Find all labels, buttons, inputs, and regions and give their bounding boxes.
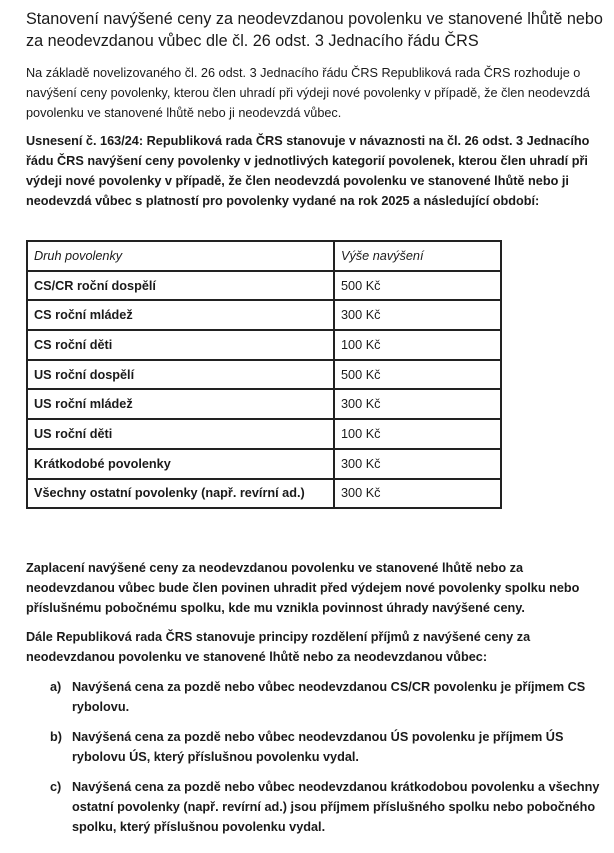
list-item-letter: c) [50,780,62,794]
amount-cell: 500 Kč [334,360,501,390]
list-item [26,777,606,837]
permit-type-cell: CS roční děti [27,330,334,360]
intro-paragraph: Na základě novelizovaného čl. 26 odst. 3 Jednacího řádu ČRS Republiková rada ČRS rozhoduje o navýšení ceny povolenky, kterou člen uhradí při výdeji nové povolenky v případě, že člen neodevzdá povolenku ve stanovené lhůtě nebo ji neodevzdá vůbec. [26,66,590,120]
amount-cell: 300 Kč [334,300,501,330]
table-row [27,479,501,509]
header-increase-amount: Výše navýšení [334,241,501,271]
permit-type-cell: US roční děti [27,419,334,449]
payment-paragraph: Zaplacení navýšené ceny za neodevzdanou povolenku ve stanovené lhůtě nebo za neodevzdanou vůbec bude člen povinen uhradit před výdejem nové povolenky spolku nebo příslušnému pobočnému spolku, kde mu vznikla povinnost úhrady navýšené ceny. [26,561,580,615]
list-item-letter: b) [50,730,62,744]
list-item-letter: a) [50,680,62,694]
list-item-text: Navýšená cena za pozdě nebo vůbec neodevzdanou krátkodobou povolenku a všechny ostatní povolenky (např. revírní ad.) jsou příjmem příslušného spolku nebo pobočného spolku, který příslušnou povolenku vydal. [72,780,600,834]
permit-type-cell: Všechny ostatní povolenky (např. revírní ad.) [27,479,334,509]
list-item [26,727,606,767]
distribution-list [26,677,606,847]
table-row [27,419,501,449]
principles-paragraph: Dále Republiková rada ČRS stanovuje principy rozdělení příjmů z navýšené ceny za neodevzdanou povolenku ve stanovené lhůtě nebo za neodevzdanou vůbec: [26,630,531,664]
permit-type-cell: US roční dospělí [27,360,334,390]
list-item-text: Navýšená cena za pozdě nebo vůbec neodevzdanou CS/CR povolenku je příjmem CS rybolovu. [72,680,586,714]
table-header-row [27,241,501,271]
permit-type-cell: Krátkodobé povolenky [27,449,334,479]
table-row [27,300,501,330]
table-row [27,330,501,360]
table-row [27,271,501,301]
amount-cell: 300 Kč [334,449,501,479]
amount-cell: 300 Kč [334,479,501,509]
table-row [27,389,501,419]
resolution-paragraph: Usnesení č. 163/24: Republiková rada ČRS stanovuje v návaznosti na čl. 26 odst. 3 Jednacího řádu ČRS navýšení ceny povolenky v jednotlivých kategorií povolenek, kterou člen uhradí při výdeji nové povolenky v případě, že člen neodevzdá povolenku ve stanovené lhůtě nebo ji neodevzdá vůbec s platností pro povolenky vydané na rok 2025 a následující období: [26,134,590,208]
table-row [27,360,501,390]
permit-type-cell: CS roční mládež [27,300,334,330]
document-title: Stanovení navýšené ceny za neodevzdanou povolenku ve stanovené lhůtě nebo za neodevzdanou vůbec dle čl. 26 odst. 3 Jednacího řádu ČRS [26,10,603,50]
amount-cell: 100 Kč [334,419,501,449]
amount-cell: 300 Kč [334,389,501,419]
amount-cell: 500 Kč [334,271,501,301]
list-item-text: Navýšená cena za pozdě nebo vůbec neodevzdanou ÚS povolenku je příjmem ÚS rybolovu ÚS, který příslušnou povolenku vydal. [72,730,564,764]
amount-cell: 100 Kč [334,330,501,360]
permit-type-cell: US roční mládež [27,389,334,419]
header-permit-type: Druh povolenky [27,241,334,271]
fee-table [26,240,502,509]
list-item [26,677,606,717]
permit-type-cell: CS/CR roční dospělí [27,271,334,301]
table-row [27,449,501,479]
